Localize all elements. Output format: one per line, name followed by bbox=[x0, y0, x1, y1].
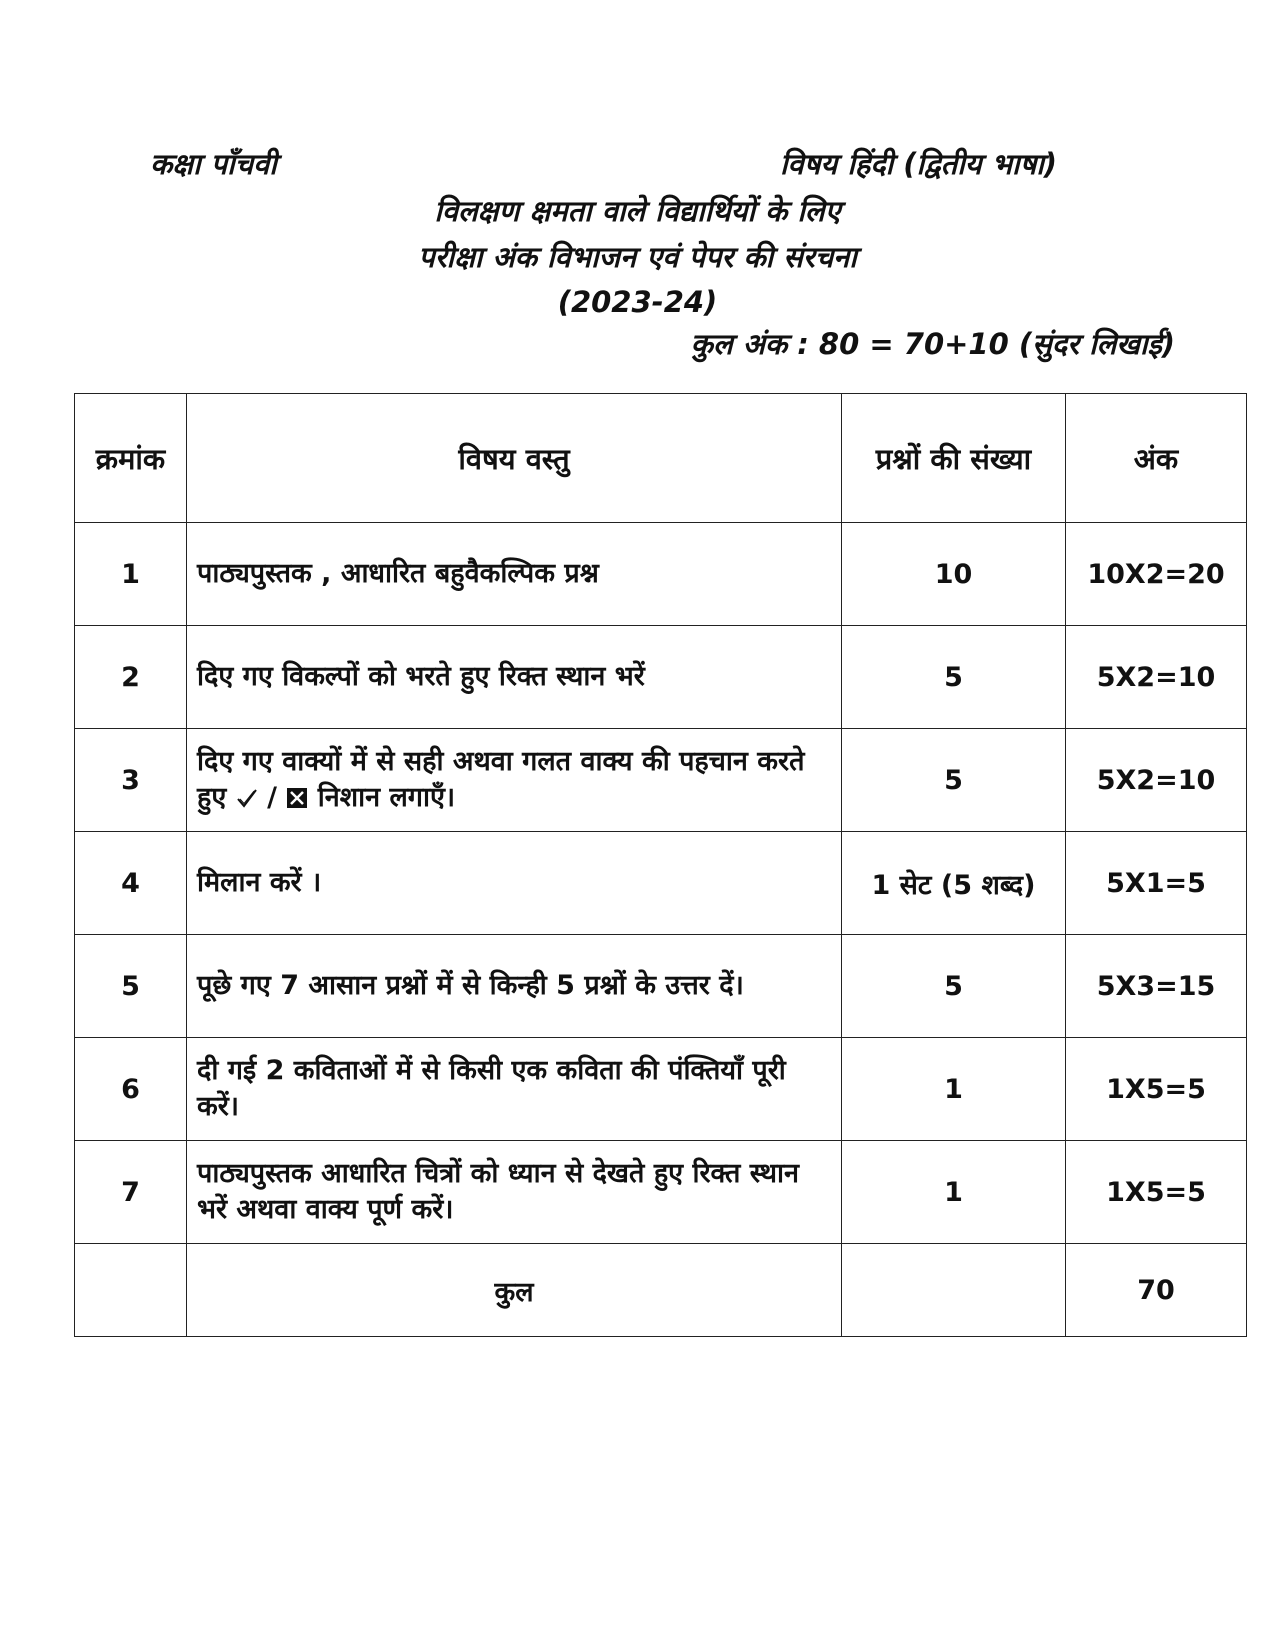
check-mark-icon bbox=[236, 787, 258, 809]
table-row bbox=[75, 832, 1247, 935]
row-serial: 6 bbox=[75, 1038, 187, 1141]
total-label: कुल bbox=[187, 1244, 842, 1337]
row-content: दी गई 2 कविताओं में से किसी एक कविता की पंक्तियाँ पूरी करें। bbox=[187, 1038, 842, 1141]
row-marks: 5X1=5 bbox=[1066, 832, 1247, 935]
header-serial: क्रमांक bbox=[75, 394, 187, 523]
table-row bbox=[75, 729, 1247, 832]
row-serial: 5 bbox=[75, 935, 187, 1038]
row-count: 1 bbox=[842, 1038, 1066, 1141]
row-count: 5 bbox=[842, 626, 1066, 729]
table-row bbox=[75, 935, 1247, 1038]
row-content: मिलान करें । bbox=[187, 832, 842, 935]
row-count: 1 सेट (5 शब्द) bbox=[842, 832, 1066, 935]
table-header-row bbox=[75, 394, 1247, 523]
row-marks: 5X2=10 bbox=[1066, 729, 1247, 832]
total-serial-empty bbox=[75, 1244, 187, 1337]
total-count-empty bbox=[842, 1244, 1066, 1337]
row-content: पूछे गए 7 आसान प्रश्नों में से किन्ही 5 प्रश्नों के उत्तर दें। bbox=[187, 935, 842, 1038]
row-count: 1 bbox=[842, 1141, 1066, 1244]
row-marks: 5X3=15 bbox=[1066, 935, 1247, 1038]
row-count: 10 bbox=[842, 523, 1066, 626]
header-content: विषय वस्तु bbox=[187, 394, 842, 523]
title-line-1: विलक्षण क्षमता वाले विद्यार्थियों के लिए bbox=[434, 194, 841, 228]
class-label: कक्षा पाँचवी bbox=[150, 147, 277, 181]
row-count: 5 bbox=[842, 729, 1066, 832]
row-serial: 2 bbox=[75, 626, 187, 729]
table-row bbox=[75, 1141, 1247, 1244]
row-content bbox=[187, 729, 842, 832]
header-marks: अंक bbox=[1066, 394, 1247, 523]
row-content-text: दिए गए वाक्यों में से सही अथवा गलत वाक्य की पहचान करते हुए bbox=[197, 745, 805, 813]
total-marks-label: कुल अंक : 80 = 70+10 (सुंदर लिखाई) bbox=[690, 327, 1175, 361]
row-serial: 7 bbox=[75, 1141, 187, 1244]
row-marks: 1X5=5 bbox=[1066, 1038, 1247, 1141]
header-count: प्रश्नों की संख्या bbox=[842, 394, 1066, 523]
row-serial: 3 bbox=[75, 729, 187, 832]
row-serial: 1 bbox=[75, 523, 187, 626]
title-line-2: परीक्षा अंक विभाजन एवं पेपर की संरचना bbox=[418, 240, 857, 274]
table-total-row bbox=[75, 1244, 1247, 1337]
row-content-slash: / bbox=[267, 782, 277, 813]
row-marks: 1X5=5 bbox=[1066, 1141, 1247, 1244]
row-count: 5 bbox=[842, 935, 1066, 1038]
table-row bbox=[75, 1038, 1247, 1141]
table-row bbox=[75, 626, 1247, 729]
cross-box-icon bbox=[286, 787, 308, 809]
row-content-text: निशान लगाएँ। bbox=[317, 782, 456, 813]
row-marks: 10X2=20 bbox=[1066, 523, 1247, 626]
row-serial: 4 bbox=[75, 832, 187, 935]
row-marks: 5X2=10 bbox=[1066, 626, 1247, 729]
year-label: (2023-24) bbox=[557, 285, 718, 319]
table-row bbox=[75, 523, 1247, 626]
subject-label: विषय हिंदी (द्वितीय भाषा) bbox=[780, 147, 1058, 181]
marks-table bbox=[74, 393, 1247, 1337]
row-content: दिए गए विकल्पों को भरते हुए रिक्त स्थान भरें bbox=[187, 626, 842, 729]
row-content: पाठ्यपुस्तक आधारित चित्रों को ध्यान से देखते हुए रिक्त स्थान भरें अथवा वाक्य पूर्ण करें। bbox=[187, 1141, 842, 1244]
total-value: 70 bbox=[1066, 1244, 1247, 1337]
row-content: पाठ्यपुस्तक , आधारित बहुवैकल्पिक प्रश्न bbox=[187, 523, 842, 626]
